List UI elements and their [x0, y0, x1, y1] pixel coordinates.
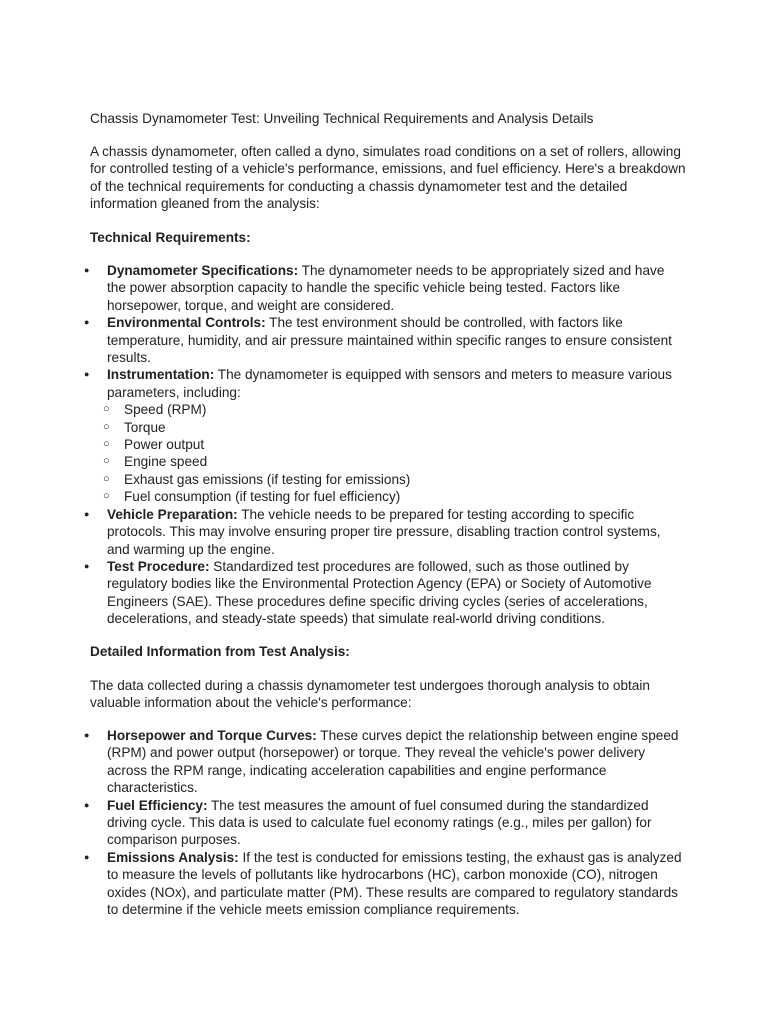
technical-requirements-heading: Technical Requirements:	[90, 230, 251, 245]
sub-list-item: ○ Engine speed	[124, 453, 687, 470]
list-item	[107, 558, 687, 628]
item-text: If the test is conducted for emissions testing, the exhaust gas is analyzed to measure the levels of pollutants like hydrocarbons (HC), carbon monoxide (CO), nitrogen oxides (NOx), and particulate matter (PM). These results are compared to regulatory standards to determine if the vehicle meets emission compliance requirements.	[107, 849, 682, 918]
list-item	[107, 727, 687, 797]
sub-list-item: ○ Power output	[124, 436, 687, 453]
technical-requirements-list	[107, 262, 687, 628]
list-item	[107, 366, 687, 505]
intro-paragraph: A chassis dynamometer, often called a dyno, simulates road conditions on a set of rollers, allowing for controlled testing of a vehicle's performance, emissions, and fuel efficiency. Here's a breakdown of the technical requirements for conducting a chassis dynamometer test and the detailed information gleaned from the analysis:	[90, 144, 686, 212]
list-item	[107, 314, 687, 366]
list-item	[107, 849, 687, 919]
analysis-heading: Detailed Information from Test Analysis:	[90, 644, 350, 659]
analysis-list	[107, 727, 687, 918]
item-text: The dynamometer needs to be appropriately sized and have the power absorption capacity to handle the specific vehicle being tested. Factors like horsepower, torque, and weight are considered.	[107, 263, 665, 313]
sub-list-item: ○ Fuel consumption (if testing for fuel efficiency)	[124, 488, 687, 505]
list-item	[107, 506, 687, 558]
item-text: The test measures the amount of fuel consumed during the standardized driving cycle. This data is used to calculate fuel economy ratings (e.g., miles per gallon) for comparison purposes.	[107, 797, 652, 848]
item-label: Dynamometer Specifications:	[107, 263, 299, 278]
item-label: Horsepower and Torque Curves:	[107, 728, 317, 743]
item-text: The vehicle needs to be prepared for testing according to specific protocols. This may involve ensuring proper tire pressure, disabling traction control systems, and warming up the engine.	[107, 506, 661, 557]
item-label: Environmental Controls:	[107, 315, 266, 331]
list-item	[107, 262, 687, 314]
sub-list-item: ○ Torque	[124, 419, 687, 436]
item-label: Instrumentation:	[107, 367, 215, 383]
document-title: Chassis Dynamometer Test: Unveiling Technical Requirements and Analysis Details	[90, 111, 594, 126]
item-label: Emissions Analysis:	[107, 849, 239, 865]
item-text: The test environment should be controlled, with factors like temperature, humidity, and air pressure maintained within specific ranges to ensure consistent results.	[107, 315, 672, 366]
item-text: Standardized test procedures are followed, such as those outlined by regulatory bodies like the Environmental Protection Agency (EPA) or Society of Automotive Engineers (SAE). These procedures define specific driving cycles (series of accelerations, decelerations, and steady-state speeds) that simulate real-world driving conditions.	[107, 558, 652, 627]
item-text: These curves depict the relationship between engine speed (RPM) and power output (horsepower) or torque. They reveal the vehicle's power delivery across the RPM range, indicating acceleration capabilities and engine performance characteristics.	[107, 728, 679, 796]
item-label: Fuel Efficiency:	[107, 797, 208, 813]
item-text: The dynamometer is equipped with sensors and meters to measure various parameters, including:	[107, 367, 672, 400]
sub-list-item: ○ Exhaust gas emissions (if testing for emissions)	[124, 471, 687, 488]
sub-list-item: ○ Speed (RPM)	[124, 401, 687, 418]
analysis-intro-paragraph: The data collected during a chassis dynamometer test undergoes thorough analysis to obtain valuable information about the vehicle's performance:	[90, 678, 650, 711]
item-label: Vehicle Preparation:	[107, 506, 238, 522]
instrumentation-parameters-list	[107, 401, 687, 505]
list-item	[107, 797, 687, 849]
item-label: Test Procedure:	[107, 558, 210, 574]
